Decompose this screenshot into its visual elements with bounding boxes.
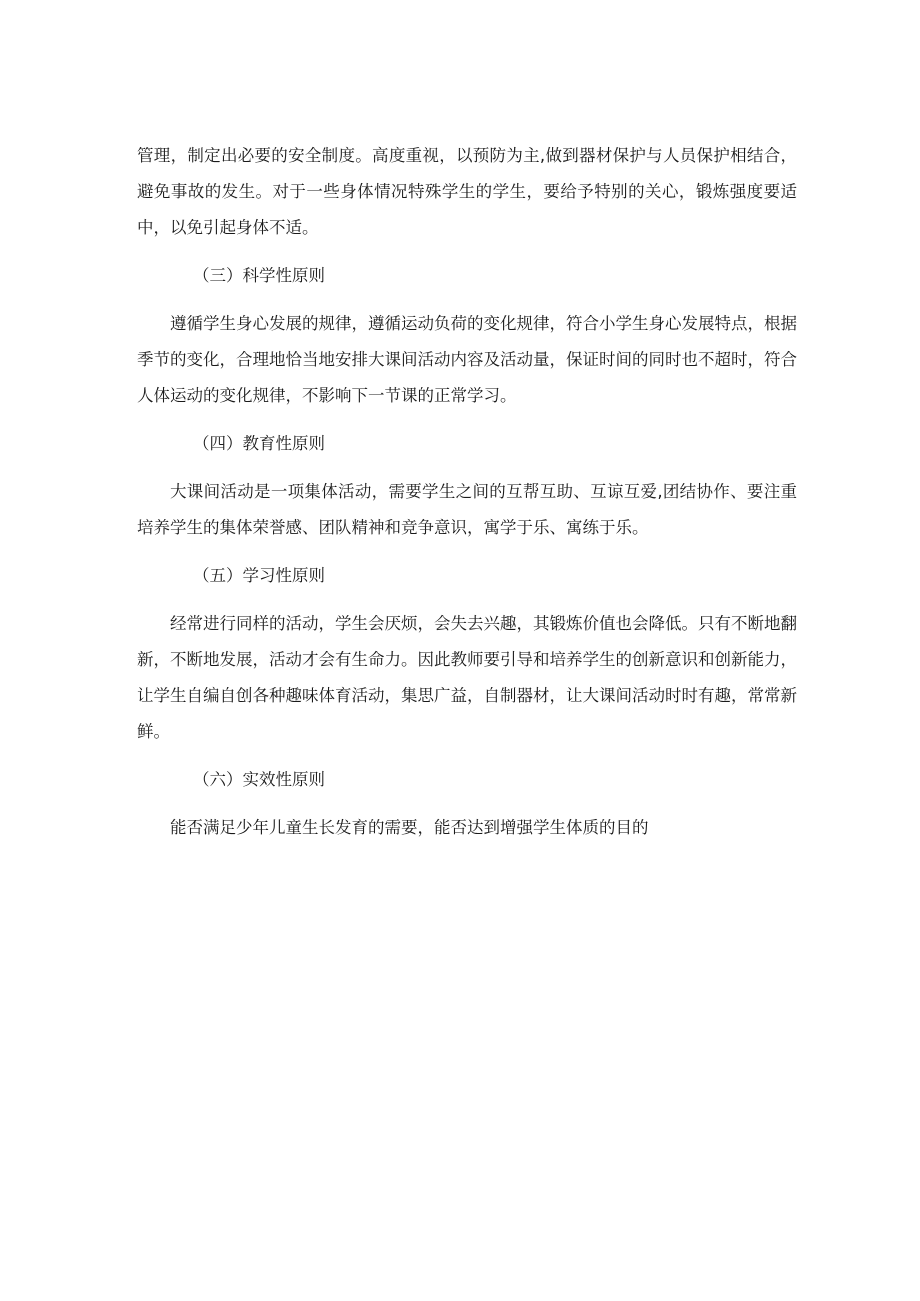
paragraph-safety-continued: 管理，制定出必要的安全制度。高度重视，以预防为主,做到器材保护与人员保护相结合，避免事故的发生。对于一些身体情况特殊学生的学生，要给予特别的关心，锻炼强度要适中，以免引起身体不适。 [137,146,797,237]
paragraph-effectiveness: 能否满足少年儿童生长发育的需要，能否达到增强学生体质的目的 [170,818,649,837]
heading-educational-principle: （四）教育性原则 [193,434,325,453]
heading-learning-principle: （五）学习性原则 [193,566,325,585]
paragraph-learning: 经常进行同样的活动，学生会厌烦，会失去兴趣，其锻炼价值也会降低。只有不断地翻新，不断地发展，活动才会有生命力。因此教师要引导和培养学生的创新意识和创新能力，让学生自编自创各种趣味体育活动，集思广益，自制器材，让大课间活动时时有趣，常常新鲜。 [137,614,797,741]
paragraph-scientific: 遵循学生身心发展的规律，遵循运动负荷的变化规律，符合小学生身心发展特点，根据季节的变化，合理地恰当地安排大课间活动内容及活动量，保证时间的同时也不超时，符合人体运动的变化规律，不影响下一节课的正常学习。 [137,314,797,405]
paragraph-educational: 大课间活动是一项集体活动，需要学生之间的互帮互助、互谅互爱,团结协作、要注重培养学生的集体荣誉感、团队精神和竞争意识，寓学于乐、寓练于乐。 [137,482,797,537]
heading-effectiveness-principle: （六）实效性原则 [193,770,325,789]
heading-scientific-principle: （三）科学性原则 [193,266,325,285]
document-body [137,138,797,858]
